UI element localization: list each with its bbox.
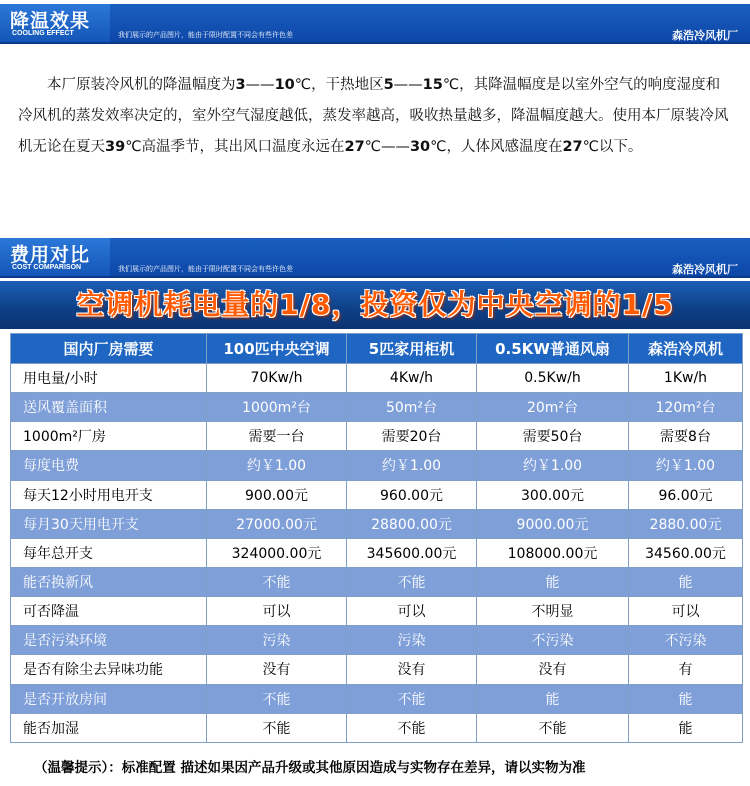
table-cell: 需要8台 xyxy=(629,422,743,451)
row-label: 用电量/小时 xyxy=(11,364,207,393)
table-cell: 不能 xyxy=(207,567,347,596)
text-segment: ℃，其降温幅度是以室外空气的响度湿度和冷风机的蒸发效率决定的，室外空气湿度越低，蒸发率越高，吸收热量越多，降温幅度越大。使用本厂原装冷风机无论在夏天 xyxy=(18,77,729,155)
cost-comparison-header xyxy=(0,238,750,276)
table-cell: 9000.00元 xyxy=(477,509,629,538)
table-cell: 有 xyxy=(629,655,743,684)
number: 27 xyxy=(344,139,365,155)
text-segment: ℃，干热地区 xyxy=(294,77,384,93)
number: 30 xyxy=(409,139,431,155)
section-note: 我们展示的产品图片，能由于限时配置不同会有些许色差 xyxy=(118,265,293,273)
number: 39 xyxy=(105,139,126,155)
brand-name: 森浩冷风机厂 xyxy=(672,29,738,42)
dash: —— xyxy=(245,77,275,93)
section-title: 降温效果 xyxy=(10,10,91,32)
cost-comparison-table xyxy=(10,333,743,743)
section-subtitle-en: COOLING EFFECT xyxy=(12,30,74,37)
row-label: 送风覆盖面积 xyxy=(11,393,207,422)
table-row xyxy=(11,597,743,626)
table-cell: 70Kw/h xyxy=(207,364,347,393)
table-cell: 约￥1.00 xyxy=(629,451,743,480)
table-cell: 345600.00元 xyxy=(347,538,477,567)
table-cell: 需要20台 xyxy=(347,422,477,451)
table-cell: 没有 xyxy=(347,655,477,684)
header-bar xyxy=(0,4,750,42)
table-cell: 能 xyxy=(477,567,629,596)
row-label: 每天12小时用电开支 xyxy=(11,480,207,509)
table-cell: 300.00元 xyxy=(477,480,629,509)
text-segment: 本厂原装冷风机的降温幅度为 xyxy=(47,77,236,93)
table-cell: 不能 xyxy=(347,567,477,596)
table-row xyxy=(11,538,743,567)
column-header: 国内厂房需要 xyxy=(11,334,207,364)
table-cell: 需要一台 xyxy=(207,422,347,451)
cooling-description xyxy=(18,70,734,163)
table-header-row xyxy=(11,334,743,364)
section-note: 我们展示的产品图片，能由于限时配置不同会有些许色差 xyxy=(118,31,293,39)
text-segment: ℃高温季节，其出风口温度永远在 xyxy=(125,139,345,155)
table-cell: 可以 xyxy=(629,597,743,626)
table-cell: 约￥1.00 xyxy=(207,451,347,480)
dash: —— xyxy=(393,77,423,93)
table-cell: 960.00元 xyxy=(347,480,477,509)
table-row xyxy=(11,480,743,509)
column-header: 5匹家用柜机 xyxy=(347,334,477,364)
table-cell: 4Kw/h xyxy=(347,364,477,393)
table-row xyxy=(11,509,743,538)
table-cell: 96.00元 xyxy=(629,480,743,509)
table-cell: 108000.00元 xyxy=(477,538,629,567)
table-row xyxy=(11,422,743,451)
table-row xyxy=(11,393,743,422)
row-label: 每度电费 xyxy=(11,451,207,480)
table-cell: 不能 xyxy=(207,713,347,742)
table-cell: 没有 xyxy=(207,655,347,684)
table-cell: 2880.00元 xyxy=(629,509,743,538)
number: 10 xyxy=(274,77,295,93)
table-cell: 1Kw/h xyxy=(629,364,743,393)
row-label: 每月30天用电开支 xyxy=(11,509,207,538)
table-row xyxy=(11,713,743,742)
table-cell: 污染 xyxy=(207,626,347,655)
table-cell: 可以 xyxy=(347,597,477,626)
notice-tip: （温馨提示）：标准配置 描述如果因产品升级或其他原因造成与实物存在差异，请以实物为准 xyxy=(34,760,586,776)
table-cell: 不能 xyxy=(477,713,629,742)
table-cell: 不能 xyxy=(347,684,477,713)
text-segment: ℃，人体风感温度在 xyxy=(430,139,563,155)
table-cell: 污染 xyxy=(347,626,477,655)
table-cell: 不明显 xyxy=(477,597,629,626)
number: 27 xyxy=(562,139,583,155)
text-segment: ℃ xyxy=(364,139,381,155)
row-label: 是否开放房间 xyxy=(11,684,207,713)
table-row xyxy=(11,364,743,393)
number: 3 xyxy=(235,77,246,93)
table-cell: 不能 xyxy=(207,684,347,713)
table-cell: 28800.00元 xyxy=(347,509,477,538)
row-label: 是否污染环境 xyxy=(11,626,207,655)
table-cell: 50m²台 xyxy=(347,393,477,422)
table-cell: 没有 xyxy=(477,655,629,684)
table-row xyxy=(11,451,743,480)
table-cell: 能 xyxy=(629,567,743,596)
table-cell: 能 xyxy=(629,684,743,713)
number: 5 xyxy=(383,77,394,93)
column-header: 0.5KW普通风扇 xyxy=(477,334,629,364)
row-label: 可否降温 xyxy=(11,597,207,626)
table-row xyxy=(11,655,743,684)
column-header: 森浩冷风机 xyxy=(629,334,743,364)
row-label: 是否有除尘去异味功能 xyxy=(11,655,207,684)
table-cell: 能 xyxy=(629,713,743,742)
table-cell: 能 xyxy=(477,684,629,713)
cooling-effect-header xyxy=(0,4,750,42)
header-bar xyxy=(0,238,750,276)
table-cell: 324000.00元 xyxy=(207,538,347,567)
table-cell: 不污染 xyxy=(629,626,743,655)
table-row xyxy=(11,684,743,713)
header-underline xyxy=(0,42,750,44)
number: 15 xyxy=(422,77,443,93)
table-row xyxy=(11,626,743,655)
section-title: 费用对比 xyxy=(10,244,91,266)
table-cell: 120m²台 xyxy=(629,393,743,422)
row-label: 能否加湿 xyxy=(11,713,207,742)
header-underline xyxy=(0,276,750,278)
table-cell: 不能 xyxy=(347,713,477,742)
table-cell: 900.00元 xyxy=(207,480,347,509)
table-cell: 约￥1.00 xyxy=(347,451,477,480)
banner-slogan: 空调机耗电量的1/8，投资仅为中央空调的1/5 xyxy=(76,288,674,321)
table-cell: 1000m²台 xyxy=(207,393,347,422)
table-cell: 34560.00元 xyxy=(629,538,743,567)
table-cell: 可以 xyxy=(207,597,347,626)
table-cell: 20m²台 xyxy=(477,393,629,422)
column-header: 100匹中央空调 xyxy=(207,334,347,364)
table-cell: 约￥1.00 xyxy=(477,451,629,480)
table-cell: 需要50台 xyxy=(477,422,629,451)
dash: —— xyxy=(380,139,410,155)
table-row xyxy=(11,567,743,596)
section-subtitle-en: COST COMPARISON xyxy=(12,264,82,271)
table-cell: 27000.00元 xyxy=(207,509,347,538)
row-label: 能否换新风 xyxy=(11,567,207,596)
table-cell: 0.5Kw/h xyxy=(477,364,629,393)
text-segment: ℃以下。 xyxy=(582,139,643,155)
row-label: 1000m²厂房 xyxy=(11,422,207,451)
table-cell: 不污染 xyxy=(477,626,629,655)
brand-name: 森浩冷风机厂 xyxy=(672,263,738,276)
row-label: 每年总开支 xyxy=(11,538,207,567)
